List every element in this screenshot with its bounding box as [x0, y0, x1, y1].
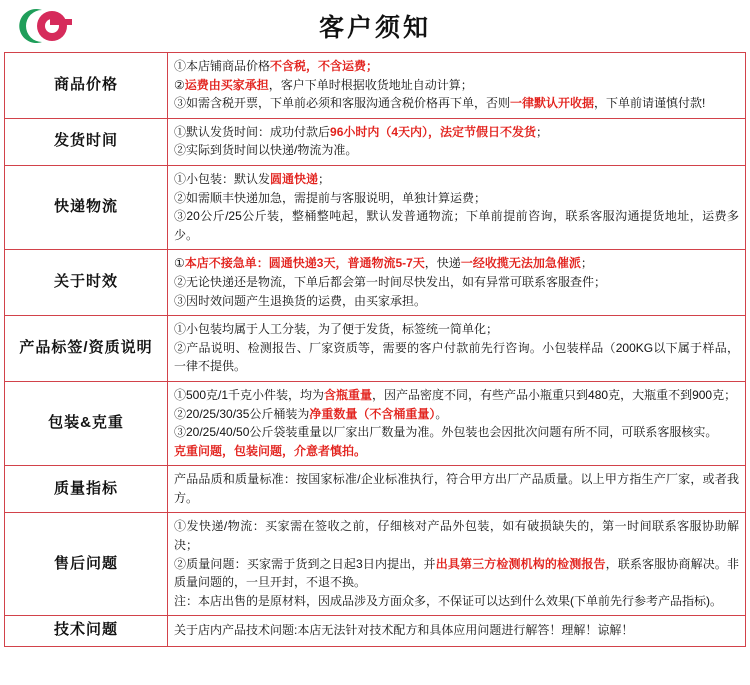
content-line	[174, 405, 739, 424]
table-row	[5, 513, 746, 616]
content-line	[174, 339, 739, 376]
highlight-text: 圆通快递	[270, 171, 319, 186]
row-content	[168, 165, 746, 249]
row-label: 产品标签/资质说明	[5, 316, 168, 382]
plain-text: ，下单前请谨慎付款!	[594, 96, 706, 111]
content-line	[174, 141, 739, 160]
content-line	[174, 470, 739, 507]
plain-text: ①小包装均属于人工分装，为了便于发货，标签统一简单化；	[174, 322, 499, 337]
row-label: 包装&克重	[5, 381, 168, 465]
plain-text: ①	[174, 256, 185, 271]
highlight-text: 运费由买家承担	[184, 77, 269, 92]
table-row	[5, 165, 746, 249]
content-line	[174, 442, 739, 461]
content-line	[174, 123, 739, 142]
row-content	[168, 513, 746, 616]
row-content	[168, 616, 746, 646]
plain-text: ③如需含税开票，下单前必须和客服沟通含税价格再下单，否则	[174, 96, 511, 111]
row-content	[168, 53, 746, 119]
plain-text: ②如需顺丰快递加急，需提前与客服说明，单独计算运费；	[174, 190, 487, 205]
plain-text: ②产品说明、检测报告、厂家资质等，需要的客户付款前先行咨询。小包装样品（200KG以下属于样品，一律不提供。	[174, 340, 739, 374]
row-content	[168, 250, 746, 316]
row-label: 商品价格	[5, 53, 168, 119]
plain-text: ③20公斤/25公斤装，整桶整吨起，默认发普通物流；下单前提前咨询，联系客服沟通提货地址，运费多少。	[174, 209, 739, 242]
content-line	[174, 189, 739, 208]
content-line	[174, 76, 739, 95]
highlight-text: 净重数量（不含桶重量）	[309, 406, 436, 421]
highlight-text: 96小时内（4天内），法定节假日不发货	[330, 124, 537, 139]
content-line	[174, 423, 739, 442]
plain-text: ③20/25/40/50公斤袋装重量以厂家出厂数量为准。外包装也会因批次问题有所不同，可联系客服核实。	[174, 425, 718, 440]
row-content	[168, 118, 746, 165]
table-row	[5, 381, 746, 465]
page-header	[0, 0, 750, 52]
highlight-text: 不含税，不含运费；	[270, 59, 379, 73]
plain-text: ①本店铺商品价格	[174, 59, 271, 73]
plain-text: ①发快递/物流：买家需在签收之前，仔细核对产品外包装，如有破损缺失的，第一时间联系客服协助解决；	[174, 519, 739, 553]
plain-text: 。	[435, 406, 448, 421]
plain-text: 产品品质和质量标准：按国家标准/企业标准执行，符合甲方出厂产品质量。以上甲方指生产厂家，或者我方。	[174, 472, 739, 505]
row-label: 技术问题	[5, 616, 168, 646]
row-content	[168, 381, 746, 465]
highlight-text: 克重问题，包装问题，介意者慎拍。	[174, 443, 367, 458]
row-label: 质量指标	[5, 466, 168, 513]
content-line	[174, 320, 739, 339]
content-line	[174, 621, 739, 640]
plain-text: ②	[174, 77, 185, 92]
plain-text: ，联系客服协商解决。非质量问题的，一旦开封，不退不换。	[174, 556, 739, 590]
content-line	[174, 555, 739, 592]
table-row	[5, 466, 746, 513]
content-line	[174, 386, 739, 405]
highlight-text: 含瓶重量	[324, 387, 373, 402]
table-row	[5, 118, 746, 165]
content-line	[174, 273, 739, 292]
plain-text: ，快递	[424, 256, 461, 271]
company-logo	[8, 2, 78, 50]
content-line	[174, 592, 739, 611]
plain-text: ①500克/1千克小件装，均为	[174, 387, 325, 402]
row-label: 发货时间	[5, 118, 168, 165]
content-line	[174, 170, 739, 189]
plain-text: ②无论快递还是物流，下单后都会第一时间尽快发出，如有异常可联系客服查件；	[174, 274, 607, 289]
content-line	[174, 292, 739, 311]
row-label: 关于时效	[5, 250, 168, 316]
highlight-text: 一律默认开收据	[510, 96, 595, 111]
plain-text: ①小包装：默认发	[174, 171, 271, 186]
plain-text: ，客户下单时根据收货地址自动计算；	[268, 77, 473, 92]
table-row	[5, 53, 746, 119]
plain-text: ②实际到货时间以快递/物流为准。	[174, 143, 358, 158]
row-label: 快递物流	[5, 165, 168, 249]
plain-text: ；	[580, 256, 593, 271]
content-line	[174, 207, 739, 244]
plain-text: ；	[536, 124, 549, 139]
page-title: 客户须知	[318, 14, 431, 42]
row-label: 售后问题	[5, 513, 168, 616]
plain-text: ；	[318, 171, 331, 186]
highlight-text: 一经收揽无法加急催派	[460, 256, 581, 271]
content-line	[174, 517, 739, 554]
plain-text: ①默认发货时间：成功付款后	[174, 124, 331, 139]
notice-table	[4, 52, 746, 647]
content-line	[174, 94, 739, 113]
highlight-text: 出具第三方检测机构的检测报告	[435, 556, 606, 571]
content-line	[174, 254, 739, 273]
notice-table-body	[5, 53, 746, 647]
table-row	[5, 616, 746, 646]
highlight-text: 本店不接急单：圆通快递3天，普通物流5-7天	[184, 256, 425, 271]
content-line	[174, 57, 739, 76]
plain-text: 注：本店出售的是原材料，因成品涉及方面众多，不保证可以达到什么效果(下单前先行参考产品指标)。	[174, 593, 722, 608]
row-content	[168, 466, 746, 513]
plain-text: ②质量问题：买家需于货到之日起3日内提出，并	[174, 556, 436, 571]
table-row	[5, 250, 746, 316]
plain-text: ，因产品密度不同，有些产品小瓶重只到480克，大瓶重不到900克；	[372, 387, 737, 402]
plain-text: 关于店内产品技术问题:本店无法针对技术配方和具体应用问题进行解答！理解！谅解！	[174, 623, 634, 638]
plain-text: ③因时效问题产生退换货的运费，由买家承担。	[174, 293, 427, 308]
table-row	[5, 316, 746, 382]
row-content	[168, 316, 746, 382]
plain-text: ②20/25/30/35公斤桶装为	[174, 406, 310, 421]
